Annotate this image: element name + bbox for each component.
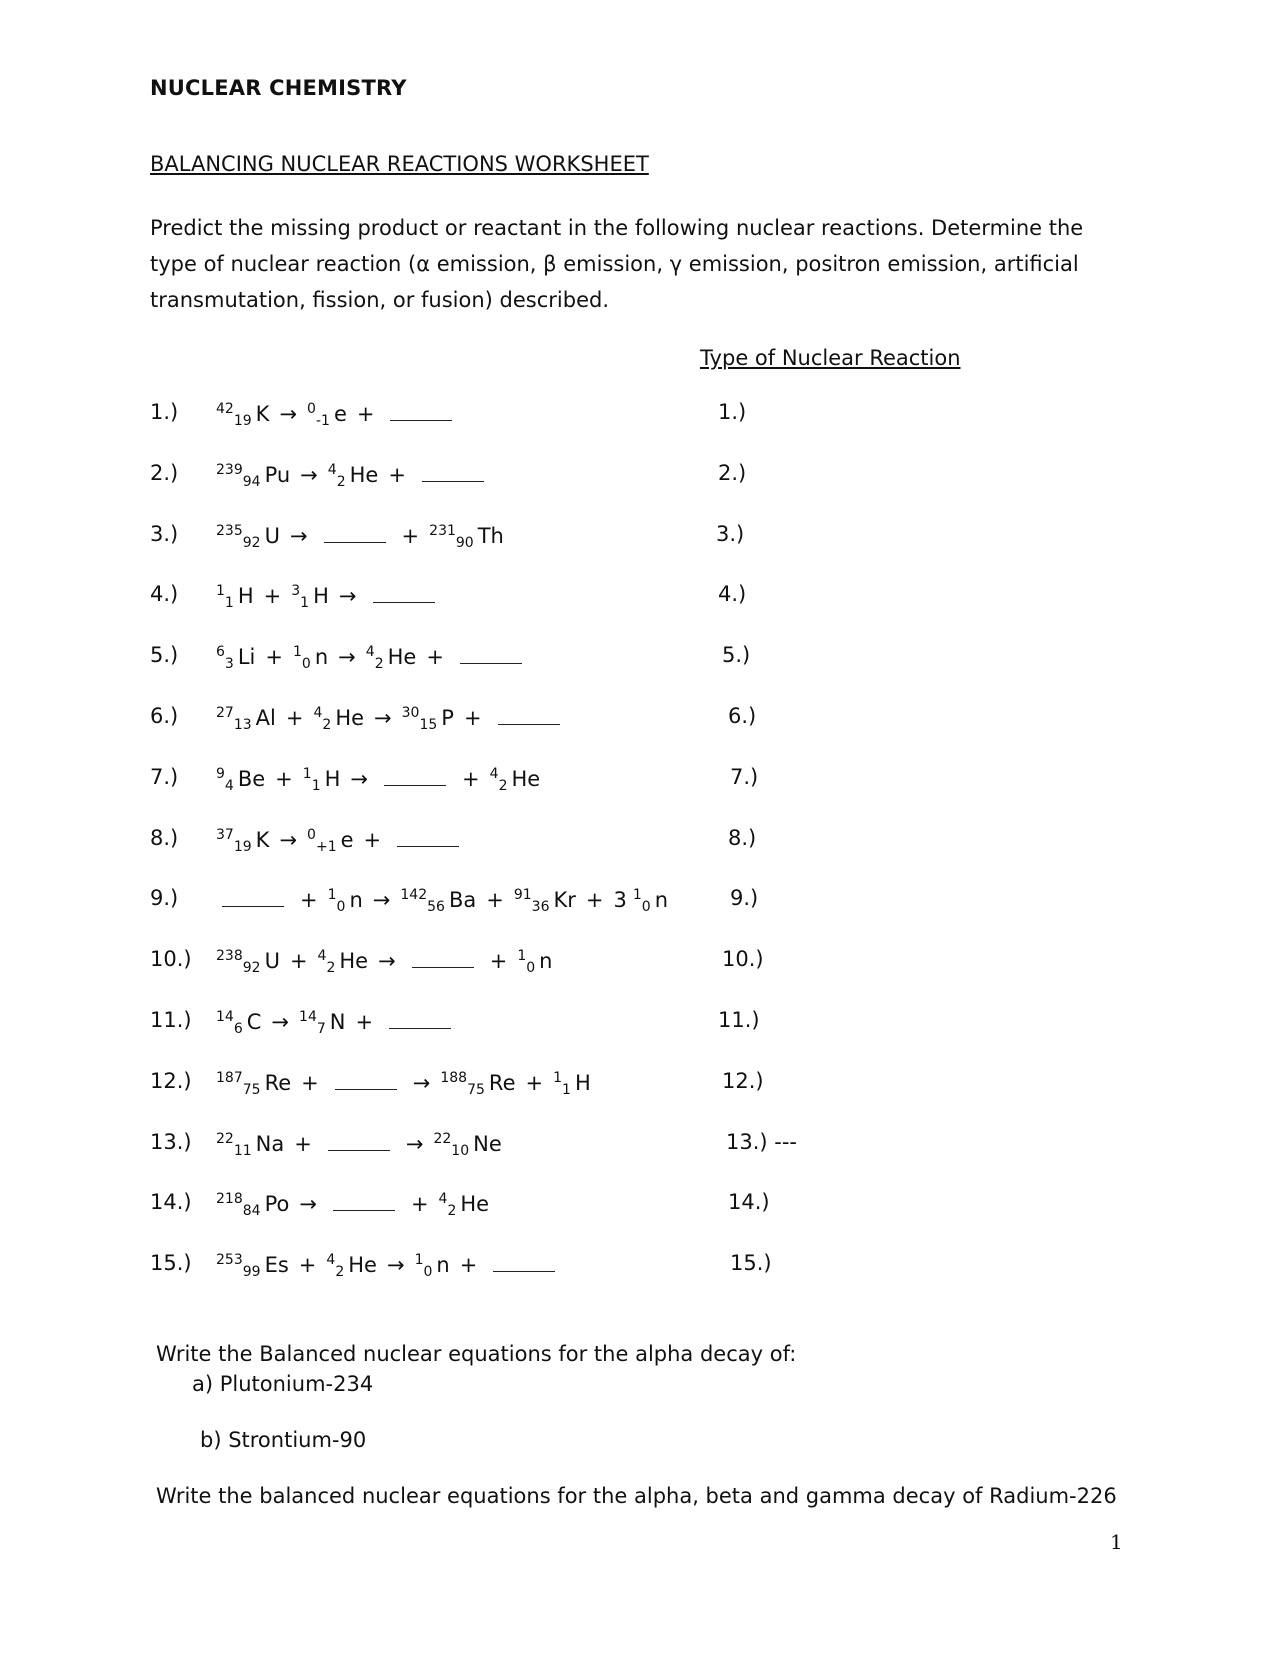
- element-symbol: e: [333, 402, 347, 426]
- problem-number: 10.): [150, 947, 192, 972]
- problem-number: 2.): [150, 460, 179, 485]
- reaction-row: [0, 947, 1280, 983]
- plus-sign: +: [298, 1253, 317, 1278]
- element-symbol: He: [335, 706, 365, 730]
- plus-sign: +: [388, 462, 406, 487]
- nuclide: [317, 948, 369, 977]
- reaction-row: [0, 1251, 1280, 1287]
- reaction-row: [0, 1130, 1280, 1166]
- arrow-icon: →: [374, 706, 392, 730]
- arrow-icon: →: [338, 645, 356, 670]
- mass-number: 1: [216, 583, 225, 600]
- plus-sign: +: [462, 766, 480, 791]
- answer-blank[interactable]: [335, 1069, 397, 1090]
- reaction-equation: [216, 1130, 502, 1159]
- reaction-type-answer[interactable]: 1.): [718, 400, 747, 424]
- atomic-number: +1: [315, 838, 337, 855]
- element-symbol: Ne: [473, 1131, 502, 1156]
- atomic-number: 2: [335, 1264, 345, 1281]
- answer-blank[interactable]: [222, 886, 284, 907]
- question-part-a: a) Plutonium-234: [192, 1372, 374, 1396]
- plus-sign: +: [263, 584, 282, 609]
- mass-number: 91: [513, 887, 532, 904]
- mass-number: 1: [414, 1252, 424, 1269]
- arrow-icon: →: [338, 584, 357, 609]
- nuclide: [216, 583, 254, 612]
- reaction-type-answer[interactable]: 12.): [722, 1068, 764, 1093]
- question-radium-decay: Write the balanced nuclear equations for the alpha, beta and gamma decay of Radium-226: [156, 1484, 1117, 1508]
- mass-number: 231: [429, 522, 456, 539]
- plus-sign: +: [355, 1010, 374, 1034]
- nuclide: [216, 1130, 285, 1159]
- element-symbol: He: [348, 1253, 377, 1278]
- nuclide: [216, 705, 276, 733]
- reaction-equation: [216, 1069, 591, 1098]
- reaction-row: [0, 1008, 1280, 1044]
- element-symbol: H: [324, 766, 341, 791]
- atomic-number: 4: [224, 777, 234, 794]
- problem-number: 14.): [150, 1190, 192, 1215]
- atomic-number: 94: [242, 473, 261, 490]
- arrow-icon: →: [386, 1253, 405, 1278]
- element-symbol: N: [329, 1010, 346, 1034]
- reaction-type-answer[interactable]: 4.): [718, 582, 747, 607]
- atomic-number: 11: [233, 1142, 252, 1159]
- element-symbol: H: [574, 1070, 591, 1095]
- mass-number: 239: [216, 461, 243, 478]
- nuclide: [291, 583, 329, 612]
- mass-number: 27: [216, 705, 234, 721]
- nuclide: [632, 887, 669, 916]
- atomic-number: 1: [562, 1081, 571, 1098]
- plus-sign: +: [426, 645, 444, 670]
- mass-number: 188: [440, 1069, 468, 1086]
- element-symbol: Kr: [553, 888, 576, 913]
- nuclide: [429, 522, 504, 551]
- plus-sign: +: [363, 827, 382, 852]
- element-symbol: Po: [264, 1192, 290, 1217]
- plus-sign: +: [463, 706, 482, 730]
- answer-blank[interactable]: [412, 947, 474, 968]
- element-symbol: n: [539, 949, 553, 974]
- nuclide: [440, 1069, 516, 1098]
- atomic-number: 99: [242, 1264, 261, 1281]
- mass-number: 22: [216, 1130, 234, 1147]
- element-symbol: C: [246, 1010, 262, 1034]
- element-symbol: Na: [255, 1131, 285, 1156]
- problem-number: 4.): [150, 582, 179, 607]
- mass-number: 14: [299, 1009, 317, 1025]
- reaction-equation: [216, 643, 528, 673]
- answer-blank[interactable]: [373, 582, 435, 603]
- mass-number: 187: [216, 1069, 243, 1086]
- answer-blank[interactable]: [397, 826, 459, 847]
- mass-number: 1: [632, 887, 642, 904]
- atomic-number: 2: [336, 473, 346, 490]
- plus-sign: +: [486, 888, 504, 913]
- answer-blank[interactable]: [493, 1251, 555, 1272]
- nuclide: [414, 1252, 450, 1281]
- element-symbol: He: [339, 949, 369, 974]
- answer-blank[interactable]: [324, 522, 386, 543]
- mass-number: 238: [216, 948, 243, 965]
- atomic-number: 84: [242, 1203, 261, 1220]
- mass-number: 1: [302, 765, 312, 782]
- plus-sign: +: [285, 706, 304, 730]
- problem-number: 11.): [150, 1008, 192, 1032]
- answer-blank[interactable]: [460, 643, 522, 664]
- mass-number: 1: [553, 1069, 563, 1086]
- reaction-row: [0, 1190, 1280, 1226]
- atomic-number: 2: [322, 717, 332, 733]
- plus-sign: +: [294, 1131, 312, 1156]
- atomic-number: 56: [427, 899, 445, 916]
- element-symbol: n: [349, 888, 363, 913]
- plus-sign: +: [410, 1192, 429, 1217]
- plus-sign: +: [401, 523, 420, 548]
- reaction-equation: [216, 522, 504, 551]
- arrow-icon: →: [350, 766, 369, 791]
- atomic-number: 2: [498, 777, 508, 794]
- atomic-number: 19: [233, 413, 252, 429]
- atomic-number: 7: [316, 1021, 326, 1037]
- arrow-icon: →: [412, 1070, 431, 1095]
- reaction-type-answer[interactable]: 10.): [722, 947, 764, 972]
- page-title: NUCLEAR CHEMISTRY: [150, 76, 407, 100]
- answer-blank[interactable]: [498, 704, 560, 725]
- reaction-row: [0, 461, 1280, 497]
- problem-number: 6.): [150, 704, 179, 728]
- reaction-type-answer[interactable]: 2.): [718, 460, 747, 485]
- mass-number: 4: [365, 644, 375, 661]
- mass-number: 4: [317, 948, 327, 965]
- nuclide: [400, 887, 477, 916]
- atomic-number: 0: [423, 1264, 433, 1281]
- mass-number: 14: [216, 1009, 234, 1025]
- instructions: Predict the missing product or reactant in the following nuclear reactions. Determine the type of nuclear reaction (α emission, β emission, γ emission, positron emission, artificial transmutation, fission, or fusion) described.: [150, 216, 1084, 312]
- nuclide: [216, 1069, 292, 1098]
- nuclide: [216, 1191, 290, 1220]
- reaction-row: [0, 826, 1280, 862]
- nuclide: [216, 401, 270, 429]
- reaction-row: [0, 1069, 1280, 1105]
- mass-number: 235: [216, 522, 243, 539]
- element-symbol: Li: [237, 645, 256, 670]
- atomic-number: 2: [374, 656, 384, 673]
- nuclide: [513, 887, 576, 916]
- atomic-number: 15: [419, 717, 438, 733]
- element-symbol: He: [349, 462, 379, 487]
- element-symbol: e: [340, 827, 354, 852]
- atomic-number: 0: [526, 960, 536, 977]
- reaction-row: [0, 582, 1280, 618]
- nuclide: [433, 1130, 502, 1159]
- element-symbol: U: [264, 949, 280, 974]
- nuclide: [216, 765, 266, 794]
- element-symbol: n: [436, 1253, 450, 1278]
- answer-blank[interactable]: [328, 1130, 390, 1151]
- reaction-row: [0, 704, 1280, 740]
- nuclide: [216, 826, 270, 855]
- reaction-row: [0, 886, 1280, 922]
- reaction-equation: [216, 1251, 561, 1281]
- element-symbol: He: [460, 1192, 490, 1217]
- arrow-icon: →: [279, 827, 298, 852]
- nuclide: [365, 644, 417, 673]
- answer-blank[interactable]: [422, 461, 484, 482]
- arrow-icon: →: [279, 402, 298, 426]
- answer-blank[interactable]: [333, 1190, 395, 1211]
- element-symbol: Be: [237, 766, 266, 791]
- reaction-type-answer[interactable]: 9.): [730, 886, 759, 911]
- reaction-type-answer[interactable]: 15.): [730, 1251, 772, 1276]
- reaction-row: [0, 643, 1280, 679]
- atomic-number: 0: [641, 899, 651, 916]
- coefficient: 3: [613, 888, 627, 913]
- nuclide: [293, 644, 329, 673]
- nuclide: [327, 887, 363, 916]
- arrow-icon: →: [289, 523, 308, 548]
- nuclide: [553, 1069, 591, 1098]
- reaction-equation: [216, 765, 541, 794]
- mass-number: 9: [216, 765, 225, 782]
- atomic-number: 19: [233, 838, 252, 855]
- mass-number: 4: [313, 705, 323, 721]
- page-number: 1: [1110, 1530, 1123, 1554]
- problem-number: 3.): [150, 521, 179, 546]
- nuclide: [307, 826, 354, 855]
- element-symbol: Pu: [264, 462, 291, 487]
- type-column-heading: Type of Nuclear Reaction: [700, 346, 961, 370]
- worksheet-subtitle: BALANCING NUCLEAR REACTIONS WORKSHEET: [150, 152, 649, 176]
- nuclide: [299, 1009, 346, 1037]
- plus-sign: +: [489, 949, 508, 974]
- answer-blank[interactable]: [390, 400, 452, 421]
- reaction-row: [0, 522, 1280, 558]
- problem-number: 8.): [150, 825, 179, 850]
- element-symbol: Re: [488, 1070, 516, 1095]
- mass-number: 37: [216, 826, 234, 843]
- mass-number: 4: [489, 765, 499, 782]
- atomic-number: 13: [233, 717, 252, 733]
- reaction-type-answer[interactable]: 8.): [728, 825, 757, 850]
- mass-number: 1: [293, 644, 302, 661]
- reaction-equation: [216, 582, 441, 612]
- plus-sign: +: [265, 645, 283, 670]
- mass-number: 4: [326, 1252, 336, 1269]
- nuclide: [401, 705, 454, 733]
- atomic-number: 1: [311, 777, 321, 794]
- problem-number: 1.): [150, 400, 179, 424]
- nuclide: [216, 644, 256, 673]
- arrow-icon: →: [300, 462, 318, 487]
- element-symbol: He: [387, 645, 417, 670]
- plus-sign: +: [585, 888, 604, 913]
- reaction-equation: [216, 947, 553, 977]
- mass-number: 3: [291, 583, 301, 600]
- answer-blank[interactable]: [389, 1008, 451, 1029]
- atomic-number: 1: [224, 595, 234, 612]
- reaction-type-answer[interactable]: 3.): [716, 521, 745, 546]
- element-symbol: K: [255, 402, 270, 426]
- mass-number: 142: [400, 887, 428, 904]
- element-symbol: U: [264, 523, 280, 548]
- nuclide: [302, 765, 341, 794]
- element-symbol: n: [314, 645, 329, 670]
- answer-blank[interactable]: [384, 765, 446, 786]
- atomic-number: 92: [242, 960, 261, 977]
- atomic-number: 6: [233, 1021, 243, 1037]
- element-symbol: H: [313, 584, 329, 609]
- mass-number: 253: [216, 1252, 243, 1269]
- plus-sign: +: [356, 402, 375, 426]
- mass-number: 0: [307, 826, 316, 843]
- problem-number: 12.): [150, 1068, 192, 1093]
- nuclide: [216, 1252, 289, 1281]
- element-symbol: Ba: [448, 888, 477, 913]
- nuclide: [216, 522, 280, 551]
- question-part-b: b) Strontium-90: [200, 1428, 367, 1452]
- reaction-type-answer[interactable]: 7.): [730, 764, 759, 789]
- reaction-equation: [216, 826, 465, 855]
- problem-number: 9.): [150, 886, 179, 911]
- nuclide: [327, 461, 379, 490]
- element-symbol: He: [511, 766, 541, 791]
- nuclide: [216, 461, 291, 490]
- reaction-type-answer[interactable]: 5.): [722, 643, 751, 668]
- nuclide: [326, 1252, 377, 1281]
- atomic-number: 1: [300, 595, 310, 612]
- atomic-number: 3: [224, 656, 234, 673]
- arrow-icon: →: [405, 1131, 424, 1156]
- atomic-number: 2: [447, 1203, 457, 1220]
- plus-sign: +: [275, 766, 293, 791]
- reaction-equation: [216, 886, 669, 916]
- mass-number: 4: [327, 461, 337, 478]
- reaction-row: [0, 765, 1280, 801]
- reaction-type-answer[interactable]: 11.): [718, 1008, 760, 1032]
- problem-number: 5.): [150, 643, 179, 668]
- atomic-number: 2: [326, 960, 336, 977]
- nuclide: [307, 401, 347, 429]
- atomic-number: -1: [315, 413, 330, 429]
- element-symbol: Th: [477, 523, 504, 548]
- atomic-number: 36: [531, 899, 550, 916]
- plus-sign: +: [525, 1070, 544, 1095]
- problem-number: 13.): [150, 1129, 192, 1154]
- mass-number: 42: [216, 401, 234, 417]
- mass-number: 30: [401, 705, 420, 721]
- atomic-number: 90: [455, 534, 474, 551]
- plus-sign: +: [301, 1070, 319, 1095]
- element-symbol: P: [441, 706, 454, 730]
- reaction-equation: [216, 704, 566, 733]
- element-symbol: K: [255, 827, 270, 852]
- mass-number: 218: [216, 1191, 243, 1208]
- mass-number: 1: [327, 887, 337, 904]
- problem-number: 7.): [150, 764, 179, 789]
- nuclide: [216, 948, 280, 977]
- mass-number: 22: [433, 1130, 452, 1147]
- element-symbol: Al: [255, 706, 276, 730]
- plus-sign: +: [300, 888, 318, 913]
- reaction-type-answer[interactable]: 13.) ---: [726, 1129, 797, 1154]
- reaction-equation: [216, 400, 458, 429]
- nuclide: [313, 705, 365, 733]
- plus-sign: +: [289, 949, 308, 974]
- atomic-number: 92: [242, 534, 261, 551]
- atomic-number: 10: [451, 1142, 470, 1159]
- element-symbol: H: [237, 584, 254, 609]
- reaction-type-answer[interactable]: 14.): [728, 1190, 770, 1215]
- nuclide: [517, 948, 553, 977]
- reaction-equation: [216, 1190, 490, 1220]
- element-symbol: n: [654, 888, 669, 913]
- atomic-number: 0: [336, 899, 346, 916]
- atomic-number: 75: [467, 1081, 485, 1098]
- arrow-icon: →: [372, 888, 391, 913]
- mass-number: 1: [517, 948, 527, 965]
- arrow-icon: →: [378, 949, 396, 974]
- reaction-row: [0, 400, 1280, 436]
- element-symbol: Re: [264, 1070, 292, 1095]
- plus-sign: +: [459, 1253, 478, 1278]
- reaction-equation: [216, 461, 490, 490]
- arrow-icon: →: [271, 1010, 290, 1034]
- atomic-number: 75: [242, 1081, 261, 1098]
- question-alpha-decay: Write the Balanced nuclear equations for the alpha decay of:: [156, 1342, 797, 1366]
- reaction-equation: [216, 1008, 457, 1037]
- nuclide: [216, 1009, 262, 1037]
- mass-number: 4: [438, 1191, 448, 1208]
- element-symbol: Es: [264, 1253, 289, 1278]
- mass-number: 6: [216, 644, 225, 661]
- nuclide: [438, 1191, 490, 1220]
- atomic-number: 0: [301, 656, 311, 673]
- problem-number: 15.): [150, 1251, 192, 1276]
- reaction-type-answer[interactable]: 6.): [728, 704, 757, 728]
- nuclide: [489, 765, 541, 794]
- arrow-icon: →: [299, 1192, 317, 1217]
- mass-number: 0: [307, 401, 316, 417]
